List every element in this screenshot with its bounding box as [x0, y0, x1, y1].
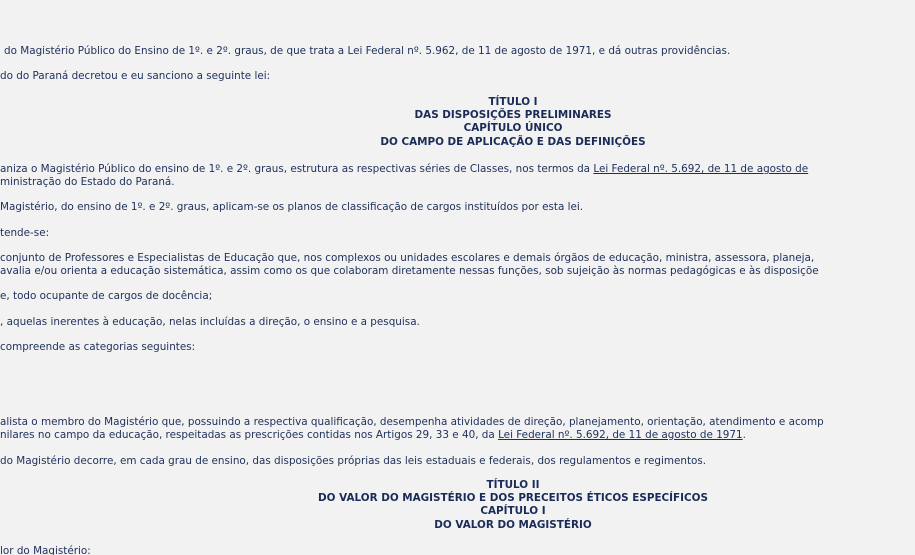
- art3-item-iii: , aquelas inerentes à educação, nelas incluídas a direção, o ensino e a pesquisa.: [0, 316, 420, 328]
- capitulo-unico-subtitle: DO CAMPO DE APLICAÇÃO E DAS DEFINIÇÕES: [380, 136, 646, 148]
- titulo-2-subtitle: DO VALOR DO MAGISTÉRIO E DOS PRECEITOS ÉTICOS ESPECÍFICOS: [318, 492, 708, 504]
- art3-intro: tende-se:: [0, 227, 50, 239]
- ementa-text: do Magistério Público do Ensino de 1º. e 2º. graus, de que trata a Lei Federal nº. 5.962, de 11 de agosto de 1971, e dá outras providências.: [4, 45, 731, 57]
- lei-federal-5692-link[interactable]: Lei Federal nº. 5.692, de 11 de agosto de: [593, 163, 809, 175]
- art3-item-ii: e, todo ocupante de cargos de docência;: [0, 290, 213, 302]
- art6-paragraph: do Magistério decorre, em cada grau de ensino, das disposições próprias das leis estaduais e federais, dos regulamentos e regimentos.: [0, 455, 707, 467]
- art2-paragraph: Magistério, do ensino de 1º. e 2º. graus, aplicam-se os planos de classificação de cargos instituídos por esta lei.: [0, 201, 584, 213]
- capitulo-1-title: CAPÍTULO I: [480, 505, 546, 517]
- art3-item-i-line1: conjunto de Professores e Especialistas de Educação que, nos complexos ou unidades escolares e demais órgãos de educação, ministra, assessora, planeja,: [0, 252, 815, 264]
- art5-text: nilares no campo da educação, respeitadas as prescrições contidas nos Artigos 29, 33 e 40, da: [0, 429, 499, 441]
- art7-intro: lor do Magistério:: [0, 545, 91, 555]
- art1-text: aniza o Magistério Público do ensino de 1º. e 2º. graus, estrutura as respectivas séries de Classes, nos termos da: [0, 163, 594, 175]
- capitulo-unico-title: CAPÍTULO ÚNICO: [463, 122, 563, 134]
- art3-item-i-line2: avalia e/ou orienta a educação sistemática, assim como os que colaboram diretamente nessas funções, sob sujeição às normas pedagógicas e às disposiçõe: [0, 265, 819, 277]
- art4-intro: compreende as categorias seguintes:: [0, 341, 196, 353]
- art5-paragraph-line1: alista o membro do Magistério que, possuindo a respectiva qualificação, desempenha atividades de direção, planejamento, orientação, atendimento e acomp: [0, 416, 824, 428]
- capitulo-1-subtitle: DO VALOR DO MAGISTÉRIO: [434, 519, 592, 531]
- lei-federal-5692-link-2[interactable]: Lei Federal nº. 5.692, de 11 de agosto de 1971: [498, 429, 743, 441]
- titulo-2-title: TÍTULO II: [486, 479, 540, 491]
- art5-period: .: [742, 429, 746, 441]
- titulo-1-subtitle: DAS DISPOSIÇÕES PRELIMINARES: [414, 109, 612, 121]
- art5-paragraph-line2: [0, 429, 746, 442]
- titulo-1-title: TÍTULO I: [488, 96, 538, 108]
- art1-paragraph-line1: [0, 163, 808, 176]
- art1-paragraph-line2: ministração do Estado do Paraná.: [0, 176, 175, 188]
- preamble-text: do do Paraná decretou e eu sanciono a seguinte lei:: [0, 70, 271, 82]
